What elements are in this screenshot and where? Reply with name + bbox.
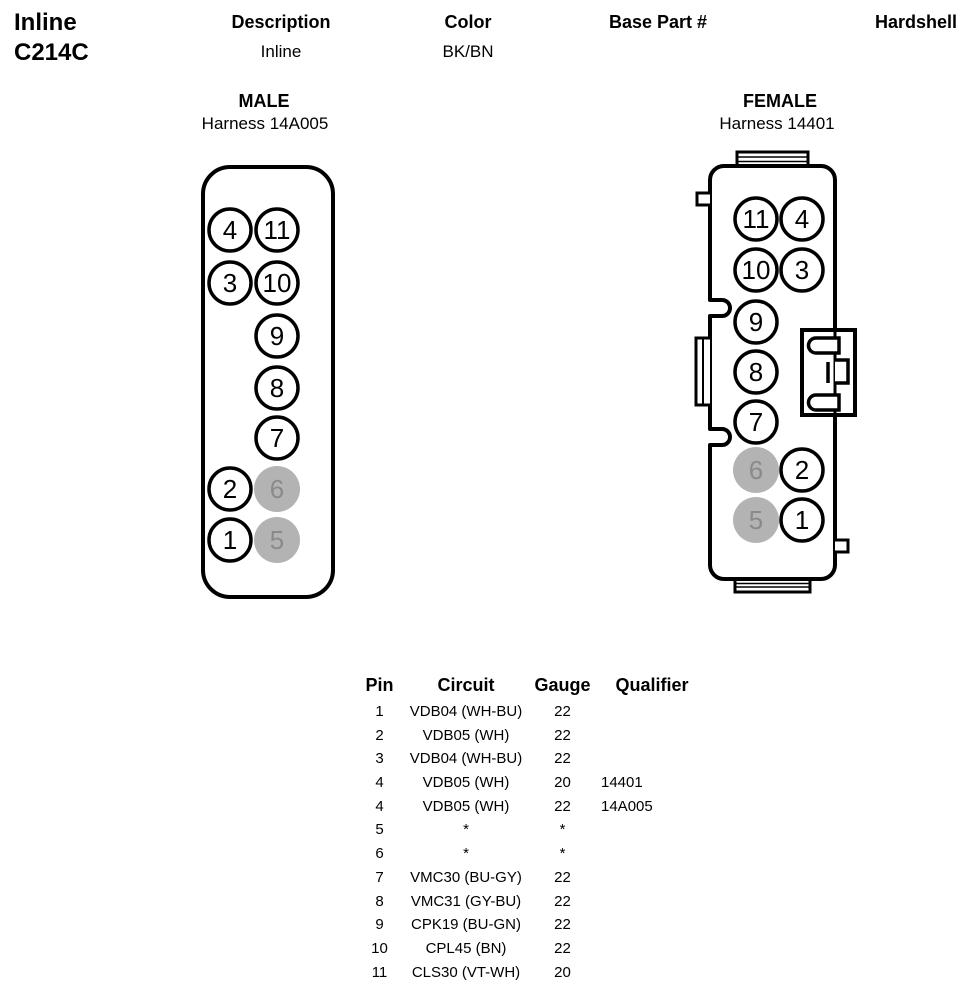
female-left-rail-tab [696, 338, 710, 405]
pin-table-row-1-pin: 2 [375, 726, 384, 744]
pin-table-row-2-circuit: VDB04 (WH-BU) [409, 750, 523, 768]
female-top-tab [737, 152, 808, 166]
pin-table-row-8-gauge: 22 [554, 892, 571, 910]
pin-table-row-1-circuit: VDB05 (WH) [422, 726, 510, 744]
pin-table-row-2-gauge: 22 [554, 750, 571, 768]
female-connector-drawing [650, 145, 880, 605]
pin-table-header-pin: Pin [365, 675, 394, 695]
female-pin-number: 4 [794, 204, 810, 234]
female-pin-3 [781, 249, 823, 291]
pin-table-row-9-qualifier [597, 913, 707, 937]
pin-table-row-11-qualifier [597, 961, 707, 985]
female-pin-6 [733, 447, 779, 493]
pin-table-row-2-qualifier [597, 747, 707, 771]
male-connector-drawing [190, 158, 350, 608]
female-pin-4 [781, 198, 823, 240]
header-field-value-1: BK/BN [442, 42, 494, 61]
female-pin-10 [735, 249, 777, 291]
female-pin-number: 11 [742, 204, 770, 234]
pin-table-row-9-gauge: 22 [554, 916, 571, 934]
pin-table-row-0-qualifier [597, 700, 707, 724]
male-pin-number: 9 [269, 321, 285, 351]
pin-table-row-7-qualifier [597, 866, 707, 890]
pin-table-header-gauge: Gauge [534, 675, 591, 695]
header-field-value-0: Inline [260, 42, 302, 61]
pin-table-row-11-circuit: CLS30 (VT-WH) [411, 963, 521, 981]
male-pin-5 [254, 517, 300, 563]
pin-table-row-5-pin: 5 [375, 821, 384, 839]
female-pin-7 [735, 401, 777, 443]
male-harness-label: Harness 14A005 [201, 114, 329, 133]
female-pin-number: 5 [748, 505, 764, 535]
female-pin-11 [735, 198, 777, 240]
pin-table-row-0-pin: 1 [375, 703, 384, 720]
pin-table-row-8-circuit: VMC31 (GY-BU) [410, 892, 522, 910]
pin-table-row-9-circuit: CPK19 (BU-GN) [410, 916, 522, 934]
pin-table-row-5-qualifier [597, 818, 707, 842]
pin-table-row-1-gauge: 22 [554, 726, 571, 744]
male-pin-8 [256, 367, 298, 409]
pin-table-row-10-qualifier [597, 937, 707, 961]
male-pin-3 [209, 262, 251, 304]
connector-number: C214C [14, 39, 89, 66]
pin-table-row-5-circuit: * [463, 821, 469, 839]
male-pin-number: 11 [263, 215, 291, 245]
male-pin-number: 5 [269, 525, 285, 555]
connector-type: Inline [14, 9, 77, 36]
pin-table-row-4-circuit: VDB05 (WH) [422, 797, 510, 815]
pin-table-row-0-gauge: 22 [554, 703, 571, 720]
male-pin-7 [256, 417, 298, 459]
male-pin-number: 4 [222, 215, 238, 245]
male-pin-10 [256, 262, 298, 304]
header-field-label-3: Hardshell [874, 12, 958, 32]
pin-table-row-7-pin: 7 [375, 868, 384, 886]
pin-table-row-6-pin: 6 [375, 845, 384, 863]
male-pin-number: 2 [222, 474, 238, 504]
pin-table-row-6-gauge: * [559, 845, 566, 863]
pin-table-row-10-pin: 10 [371, 939, 388, 957]
pin-table-row-6-qualifier [597, 842, 707, 866]
pin-table-row-7-gauge: 22 [554, 868, 571, 886]
male-pin-number: 8 [269, 373, 285, 403]
male-pin-number: 3 [222, 268, 238, 298]
male-pin-4 [209, 209, 251, 251]
pin-table-row-6-circuit: * [463, 845, 469, 863]
pin-table-row-4-qualifier: 14A005 [601, 797, 653, 815]
female-harness-label: Harness 14401 [719, 114, 835, 133]
pin-table-row-8-qualifier [597, 890, 707, 914]
pin-table-row-4-pin: 4 [375, 797, 384, 815]
female-pin-number: 2 [794, 455, 810, 485]
pin-table-row-3-circuit: VDB05 (WH) [422, 774, 510, 792]
pin-table-row-3-qualifier: 14401 [601, 774, 643, 792]
pin-table-row-4-gauge: 22 [554, 797, 571, 815]
pin-table-row-10-circuit: CPL45 (BN) [425, 939, 507, 957]
connector-id-title [14, 8, 89, 68]
female-pin-number: 6 [748, 455, 764, 485]
female-latch [802, 330, 855, 415]
female-pin-5 [733, 497, 779, 543]
female-pin-8 [735, 351, 777, 393]
female-left-small-tab [697, 193, 710, 205]
pin-table-row-9-pin: 9 [375, 916, 384, 934]
male-pin-6 [254, 466, 300, 512]
pin-table-row-11-gauge: 20 [554, 963, 571, 981]
male-pin-number: 10 [262, 268, 292, 298]
header-field-label-2: Base Part # [608, 12, 708, 32]
header-field-label-0: Description [231, 12, 331, 32]
pin-table-row-8-pin: 8 [375, 892, 384, 910]
male-pin-number: 6 [269, 474, 285, 504]
male-pin-number: 7 [269, 423, 285, 453]
male-pin-1 [209, 519, 251, 561]
pin-table [355, 674, 715, 984]
male-pin-9 [256, 315, 298, 357]
male-pin-11 [256, 209, 298, 251]
header-field-label-1: Color [444, 12, 492, 32]
pin-table-row-10-gauge: 22 [554, 939, 571, 957]
pin-table-row-5-gauge: * [559, 821, 566, 839]
female-pin-number: 1 [794, 505, 810, 535]
female-right-small-tab [835, 540, 848, 552]
pin-table-row-3-pin: 4 [375, 774, 384, 792]
male-pin-2 [209, 468, 251, 510]
female-pin-2 [781, 449, 823, 491]
female-pin-number: 3 [794, 255, 810, 285]
female-pin-number: 8 [748, 357, 764, 387]
pin-table-header-circuit: Circuit [437, 675, 495, 695]
pin-table-row-2-pin: 3 [375, 750, 384, 768]
male-pin-number: 1 [222, 525, 238, 555]
pin-table-row-0-circuit: VDB04 (WH-BU) [409, 703, 523, 720]
female-pin-number: 10 [741, 255, 771, 285]
female-pin-1 [781, 499, 823, 541]
female-pin-number: 7 [748, 407, 764, 437]
pin-table-header-qualifier: Qualifier [615, 675, 689, 695]
pin-table-row-7-circuit: VMC30 (BU-GY) [410, 868, 522, 886]
pin-table-row-1-qualifier [597, 724, 707, 748]
female-pin-9 [735, 301, 777, 343]
female-pin-number: 9 [748, 307, 764, 337]
male-section-title: MALE [238, 91, 290, 111]
female-section-title: FEMALE [743, 91, 817, 111]
pin-table-row-11-pin: 11 [371, 963, 388, 981]
pin-table-row-3-gauge: 20 [554, 774, 571, 792]
